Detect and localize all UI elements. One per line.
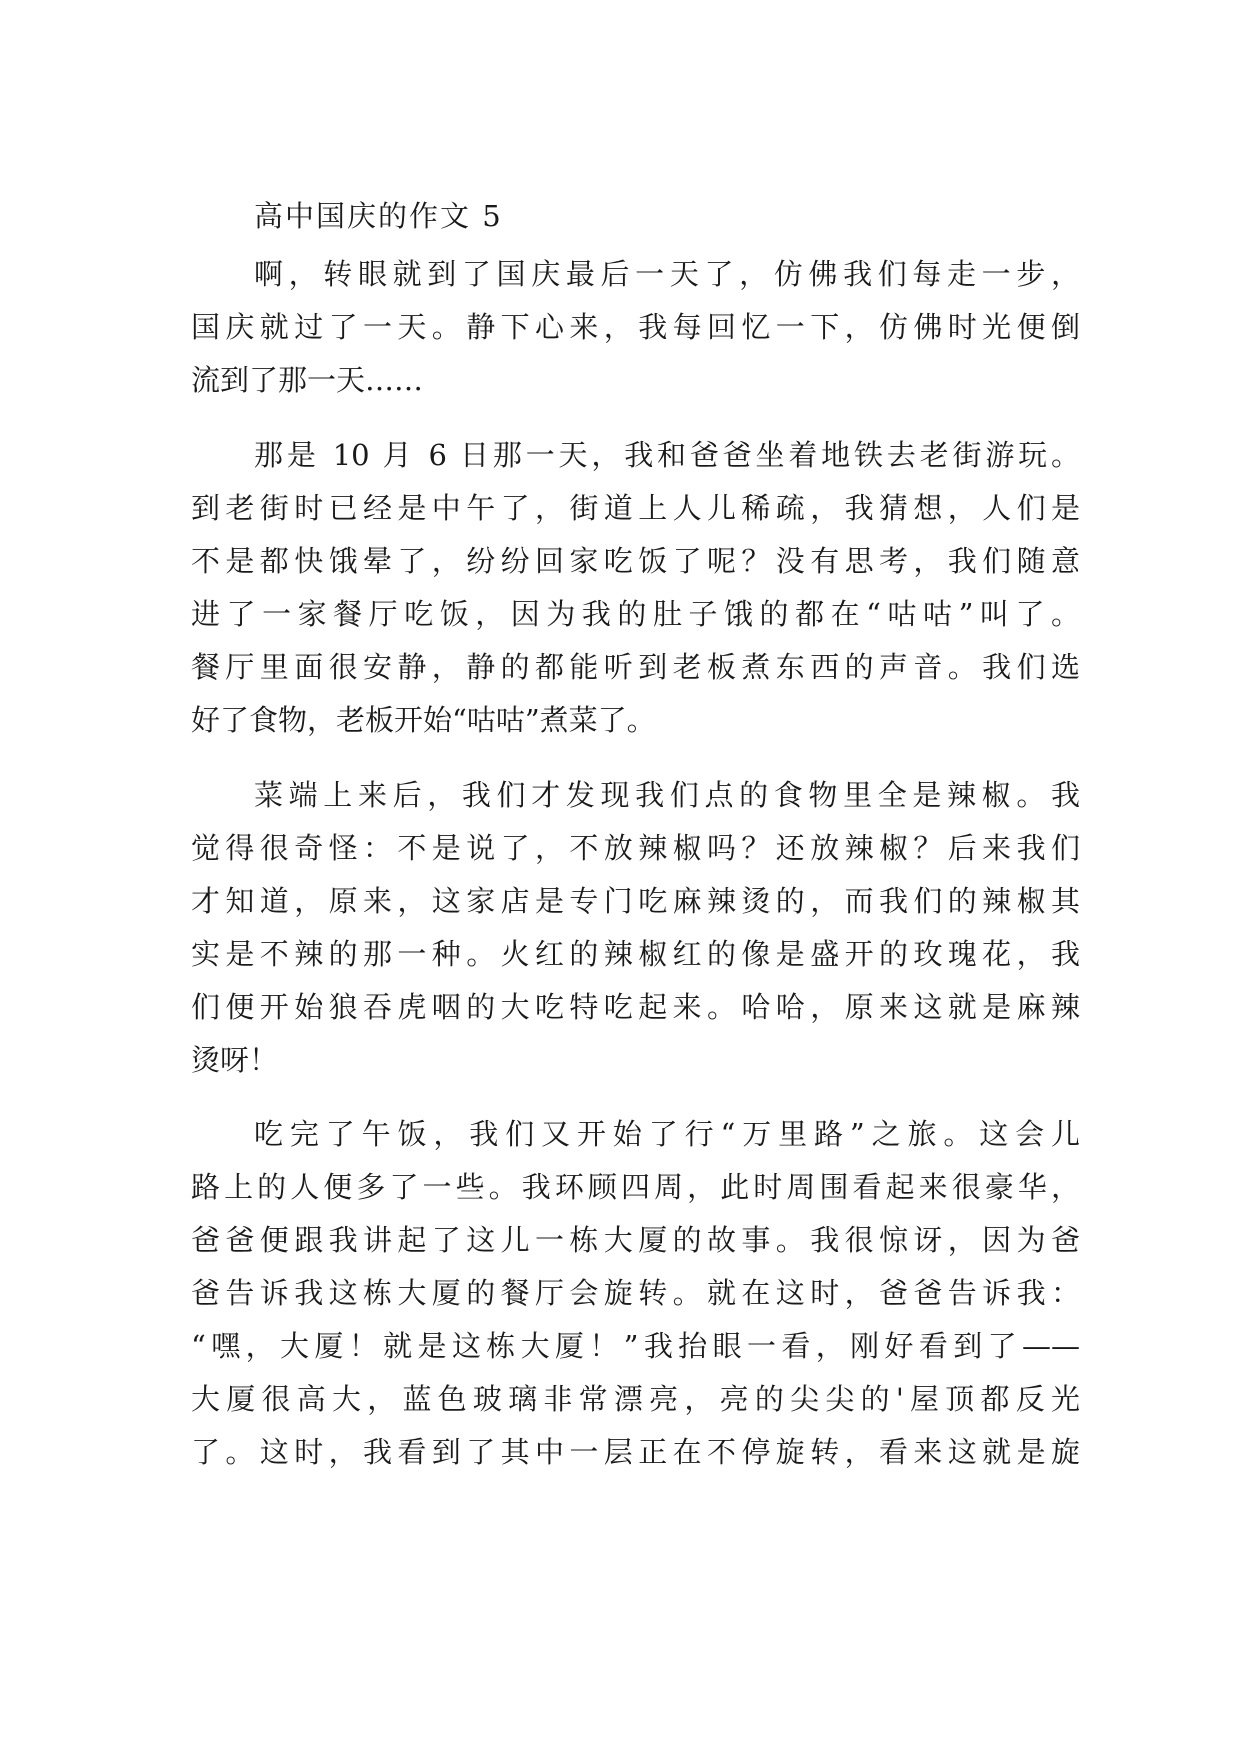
text-line: 到老街时已经是中午了，街道上人儿稀疏，我猜想，人们是: [191, 491, 1080, 525]
text-line: 大厦很高大，蓝色玻璃非常漂亮，亮的尖尖的'屋顶都反光: [191, 1382, 1080, 1416]
text-line: 啊，转眼就到了国庆最后一天了，仿佛我们每走一步，: [254, 257, 1080, 291]
text-line: 餐厅里面很安静，静的都能听到老板煮东西的声音。我们选: [191, 650, 1080, 684]
text-line: 菜端上来后，我们才发现我们点的食物里全是辣椒。我: [254, 778, 1080, 812]
text-line: 进了一家餐厅吃饭，因为我的肚子饿的都在“咕咕”叫了。: [191, 597, 1080, 631]
text-line: 吃完了午饭，我们又开始了行“万里路”之旅。这会儿: [254, 1117, 1080, 1151]
text-line: 爸告诉我这栋大厦的餐厅会旋转。就在这时，爸爸告诉我：: [191, 1276, 1080, 1310]
text-line: 们便开始狼吞虎咽的大吃特吃起来。哈哈，原来这就是麻辣: [191, 990, 1080, 1024]
text-line: 流到了那一天……: [191, 363, 424, 397]
text-line: 了。这时，我看到了其中一层正在不停旋转，看来这就是旋: [191, 1435, 1080, 1469]
text-line: 不是都快饿晕了，纷纷回家吃饭了呢？没有思考，我们随意: [191, 544, 1080, 578]
text-line: 国庆就过了一天。静下心来，我每回忆一下，仿佛时光便倒: [191, 310, 1080, 344]
text-line: 烫呀！: [191, 1043, 279, 1077]
text-line: “嘿，大厦！就是这栋大厦！”我抬眼一看，刚好看到了——: [191, 1329, 1080, 1363]
text-line: 才知道，原来，这家店是专门吃麻辣烫的，而我们的辣椒其: [191, 884, 1080, 918]
text-line: 实是不辣的那一种。火红的辣椒红的像是盛开的玫瑰花，我: [191, 937, 1080, 971]
text-line: 路上的人便多了一些。我环顾四周，此时周围看起来很豪华，: [191, 1170, 1080, 1204]
text-line: 那是 10 月 6 日那一天，我和爸爸坐着地铁去老街游玩。: [254, 438, 1080, 472]
text-line: 觉得很奇怪：不是说了，不放辣椒吗？还放辣椒？后来我们: [191, 831, 1080, 865]
document-title: 高中国庆的作文 5: [254, 199, 503, 233]
text-line: 爸爸便跟我讲起了这儿一栋大厦的故事。我很惊讶，因为爸: [191, 1223, 1080, 1257]
text-line: 好了食物，老板开始“咕咕”煮菜了。: [191, 703, 656, 737]
